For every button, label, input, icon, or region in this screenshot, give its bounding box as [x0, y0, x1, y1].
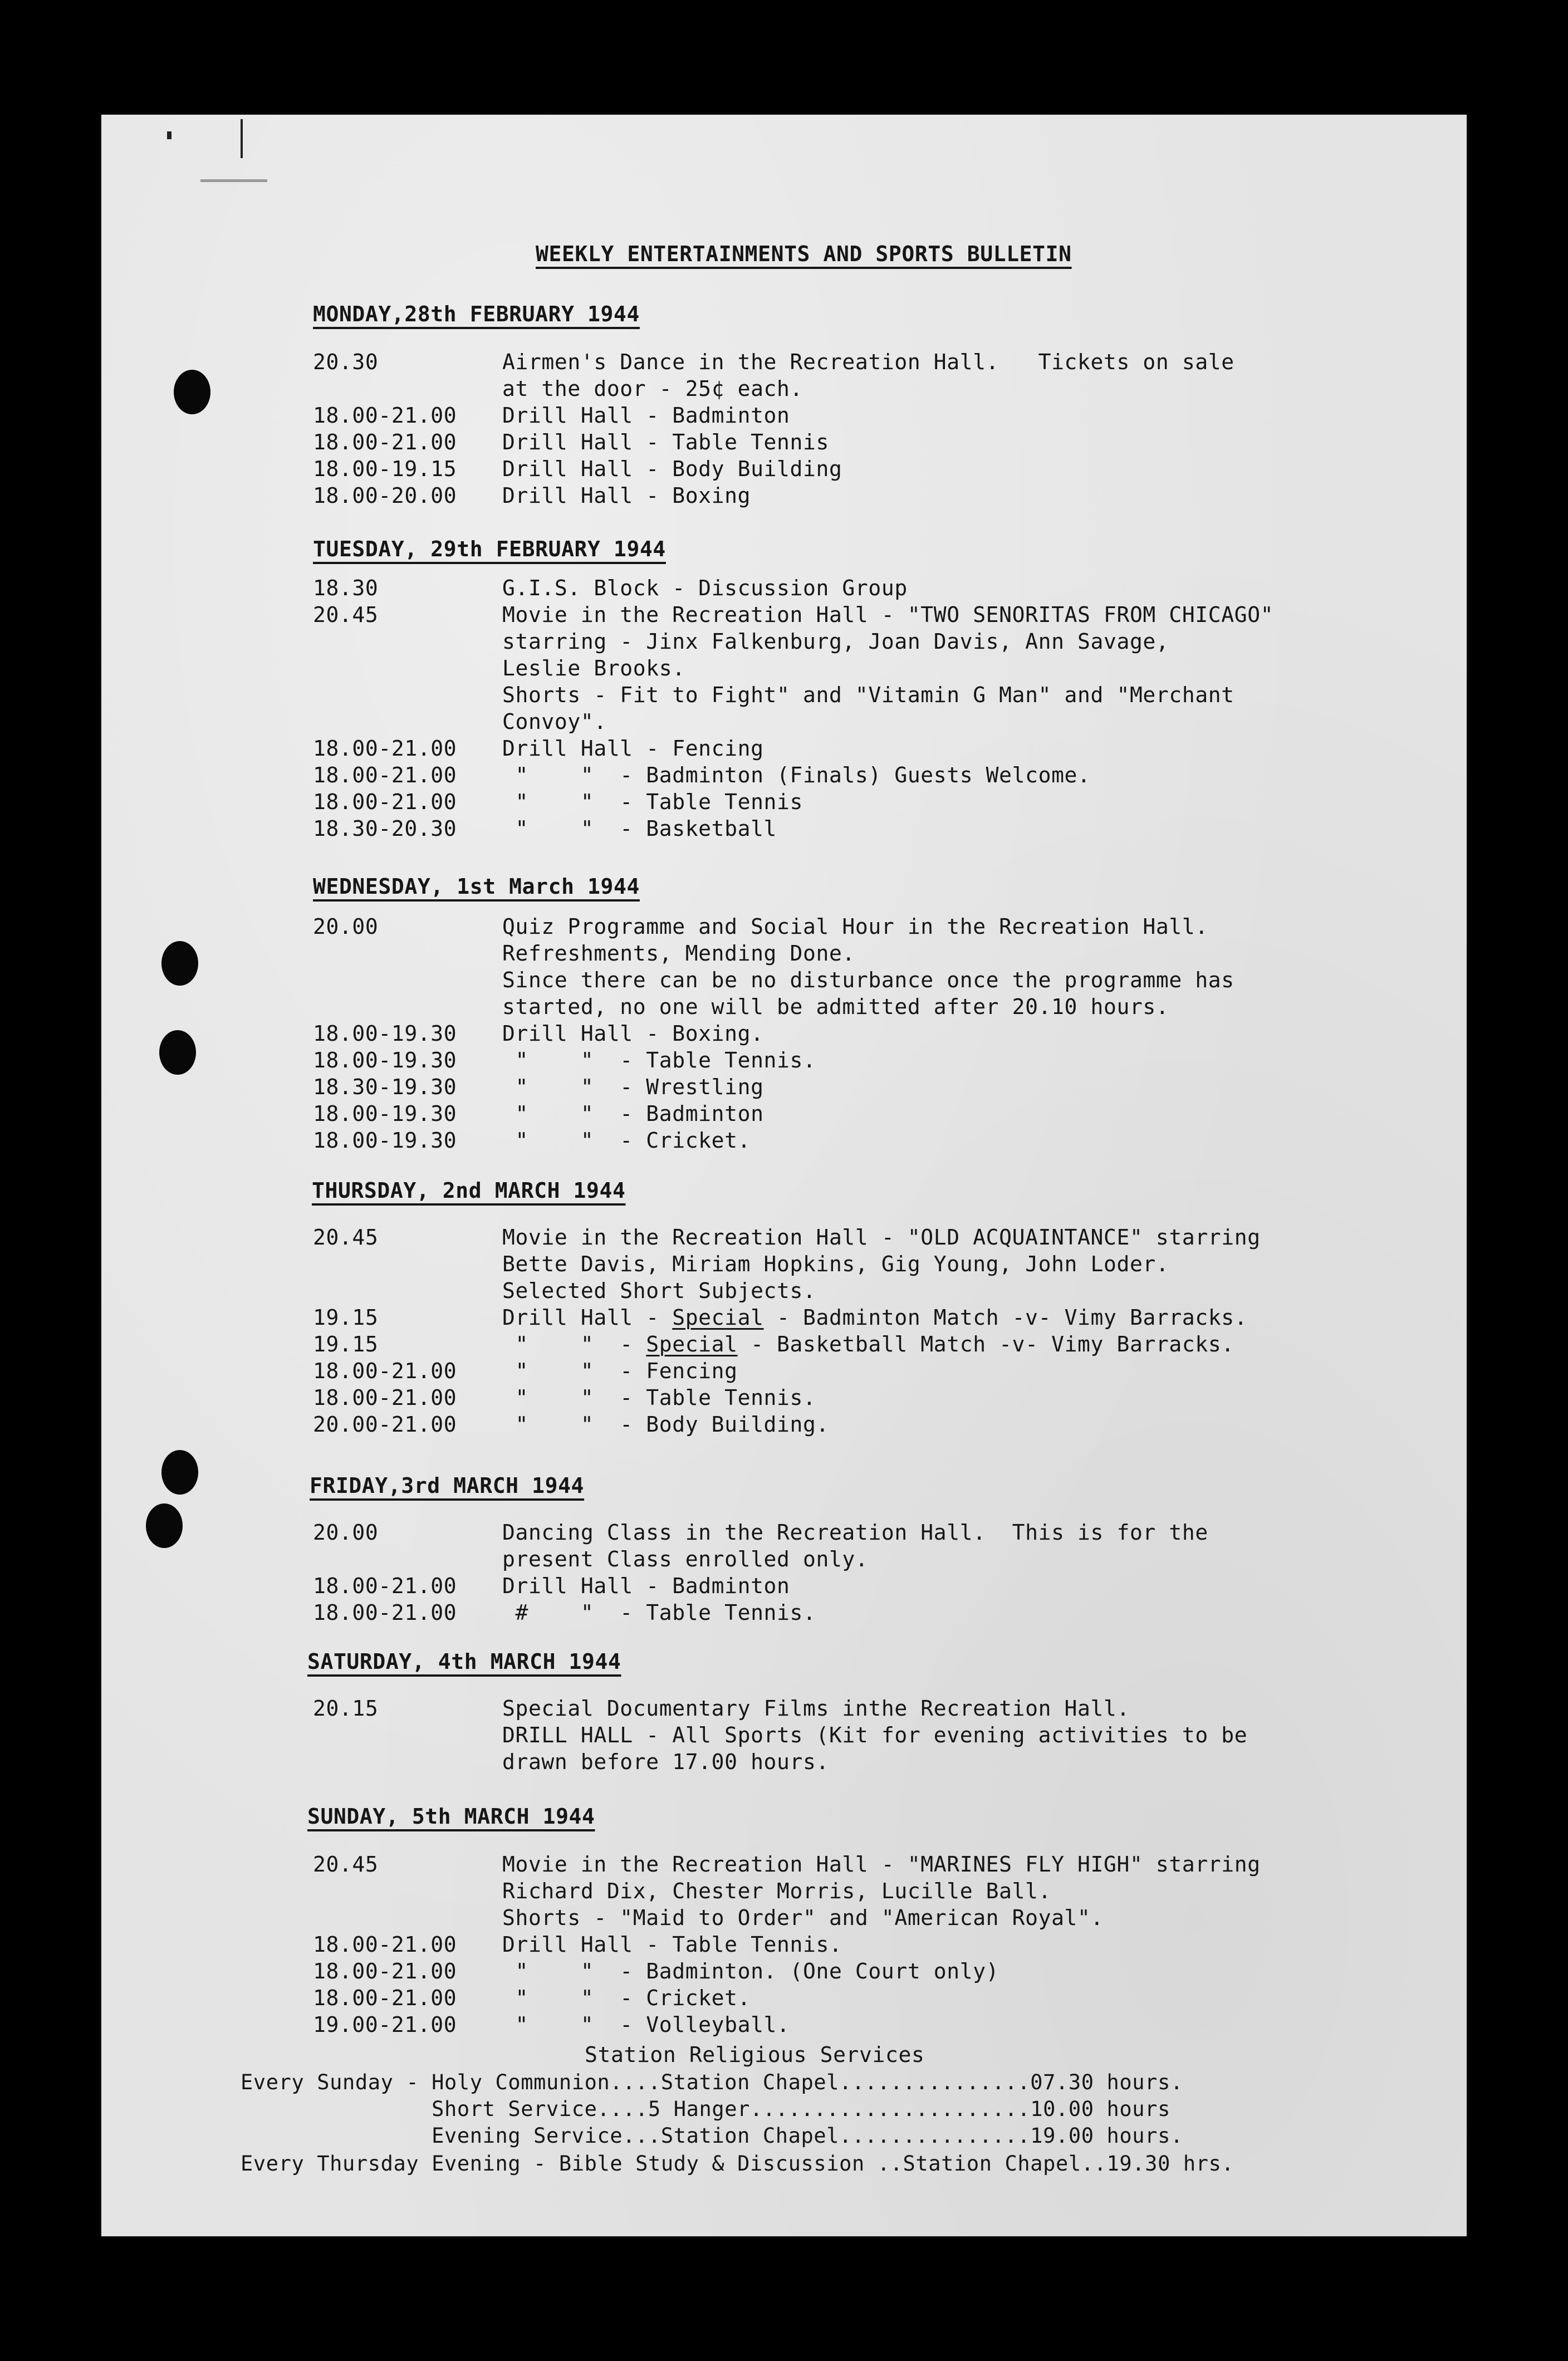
event-text-part: " " - — [502, 1332, 646, 1356]
event-description: Drill Hall - Boxing. — [502, 1021, 764, 1046]
event-description: " " - Table Tennis. — [502, 1385, 816, 1410]
time-cell: 20.30 — [313, 350, 379, 374]
day-heading: FRIDAY,3rd MARCH 1944 — [310, 1473, 585, 1498]
time-cell: 20.45 — [313, 1225, 379, 1250]
event-description: Drill Hall - Table Tennis — [502, 430, 829, 454]
event-description: " " - Table Tennis. — [502, 1048, 816, 1072]
event-description: Leslie Brooks. — [502, 656, 685, 680]
time-cell: 18.00-19.15 — [313, 457, 457, 481]
day-heading: THURSDAY, 2nd MARCH 1944 — [312, 1178, 626, 1203]
time-cell: 18.30-20.30 — [313, 816, 457, 841]
event-text-part: Drill Hall - — [502, 1305, 673, 1330]
event-description: Movie in the Recreation Hall - "MARINES FLY HIGH" starring — [502, 1852, 1261, 1877]
time-cell: 18.30-19.30 — [313, 1075, 457, 1099]
event-description: Movie in the Recreation Hall - "OLD ACQUAINTANCE" starring — [502, 1225, 1261, 1250]
event-description: started, no one will be admitted after 20.10 hours. — [502, 995, 1169, 1019]
event-description: at the door - 25¢ each. — [502, 376, 803, 401]
event-description: Convoy". — [502, 709, 607, 734]
time-cell: 18.00-21.00 — [313, 763, 457, 787]
service-line: Evening Service...Station Chapel...............19.00 hours. — [241, 2124, 1183, 2148]
day-heading: TUESDAY, 29th FEBRUARY 1944 — [313, 537, 666, 561]
event-description: Dancing Class in the Recreation Hall. This is for the — [502, 1520, 1208, 1545]
time-cell: 18.00-19.30 — [313, 1021, 457, 1046]
time-cell: 20.45 — [313, 1852, 379, 1877]
event-description: Quiz Programme and Social Hour in the Recreation Hall. — [502, 914, 1208, 939]
day-heading: SATURDAY, 4th MARCH 1944 — [307, 1649, 621, 1674]
time-cell: 18.00-20.00 — [313, 483, 457, 508]
time-cell: 18.00-21.00 — [313, 736, 457, 761]
time-cell: 20.15 — [313, 1696, 379, 1721]
time-cell: 18.00-21.00 — [313, 430, 457, 454]
time-cell: 18.00-21.00 — [313, 1359, 457, 1383]
special-underlined: Special — [646, 1332, 738, 1356]
event-description: " " - Cricket. — [502, 1986, 751, 2010]
event-description: Drill Hall - Fencing — [502, 736, 764, 761]
event-description: " " - Basketball — [502, 816, 777, 841]
time-cell: 18.00-21.00 — [313, 790, 457, 814]
time-cell: 18.00-21.00 — [313, 1574, 457, 1598]
day-heading: SUNDAY, 5th MARCH 1944 — [307, 1804, 595, 1829]
services-heading: Station Religious Services — [585, 2042, 925, 2067]
event-description: Special Documentary Films inthe Recreation Hall. — [502, 1696, 1130, 1721]
time-cell: 18.00-21.00 — [313, 403, 457, 428]
service-line: Short Service....5 Hanger......................10.00 hours — [241, 2097, 1170, 2121]
service-line: Every Thursday Evening - Bible Study & Discussion ..Station Chapel..19.30 hrs. — [241, 2152, 1234, 2176]
event-description: " " - Wrestling — [502, 1075, 764, 1099]
event-description: " " - Table Tennis — [502, 790, 803, 814]
event-description: starring - Jinx Falkenburg, Joan Davis, Ann Savage, — [502, 629, 1169, 654]
event-description: DRILL HALL - All Sports (Kit for evening activities to be — [502, 1723, 1248, 1747]
event-description: Bette Davis, Miriam Hopkins, Gig Young, John Loder. — [502, 1252, 1169, 1276]
event-description — [502, 1331, 1234, 1358]
time-cell: 18.00-21.00 — [313, 1932, 457, 1957]
event-text-part: - Basketball Match -v- Vimy Barracks. — [737, 1332, 1234, 1356]
event-description: Drill Hall - Table Tennis. — [502, 1932, 842, 1957]
event-description: Drill Hall - Badminton — [502, 403, 790, 428]
event-description: Refreshments, Mending Done. — [502, 941, 855, 966]
time-cell: 20.00-21.00 — [313, 1412, 457, 1437]
event-description: Drill Hall - Badminton — [502, 1574, 790, 1598]
event-description: Since there can be no disturbance once the programme has — [502, 968, 1234, 992]
time-cell: 19.15 — [313, 1332, 379, 1356]
day-heading: WEDNESDAY, 1st March 1944 — [313, 874, 640, 899]
time-cell: 18.30 — [313, 576, 379, 600]
service-line: Every Sunday - Holy Communion....Station Chapel...............07.30 hours. — [241, 2070, 1183, 2094]
time-cell: 18.00-21.00 — [313, 1600, 457, 1625]
event-description — [502, 1304, 1247, 1331]
event-description: Airmen's Dance in the Recreation Hall. Tickets on sale — [502, 350, 1234, 374]
event-description: Movie in the Recreation Hall - "TWO SENORITAS FROM CHICAGO" — [502, 603, 1274, 627]
time-cell: 19.00-21.00 — [313, 2012, 457, 2037]
event-description: " " - Fencing — [502, 1359, 738, 1383]
event-description: Shorts - Fit to Fight" and "Vitamin G Man" and "Merchant — [502, 683, 1234, 707]
event-description: Richard Dix, Chester Morris, Lucille Ball. — [502, 1879, 1052, 1903]
time-cell: 19.15 — [313, 1305, 379, 1330]
time-cell: 20.45 — [313, 603, 379, 627]
time-cell: 20.00 — [313, 914, 379, 939]
event-text-part: - Badminton Match -v- Vimy Barracks. — [763, 1305, 1248, 1330]
day-heading: MONDAY,28th FEBRUARY 1944 — [313, 302, 640, 326]
event-description: Drill Hall - Boxing — [502, 483, 751, 508]
time-cell: 20.00 — [313, 1520, 379, 1545]
time-cell: 18.00-19.30 — [313, 1048, 457, 1072]
event-description: " " - Cricket. — [502, 1128, 751, 1153]
event-description: " " - Badminton — [502, 1101, 764, 1126]
event-description: Shorts - "Maid to Order" and "American Royal". — [502, 1906, 1104, 1930]
event-description: present Class enrolled only. — [502, 1547, 869, 1571]
time-cell: 18.00-21.00 — [313, 1986, 457, 2010]
time-cell: 18.00-21.00 — [313, 1959, 457, 1983]
bulletin-title: WEEKLY ENTERTAINMENTS AND SPORTS BULLETIN — [536, 242, 1072, 266]
event-description: G.I.S. Block - Discussion Group — [502, 576, 908, 600]
time-cell: 18.00-21.00 — [313, 1385, 457, 1410]
event-description: Drill Hall - Body Building — [502, 457, 842, 481]
event-description: " " - Volleyball. — [502, 2012, 790, 2037]
event-description: drawn before 17.00 hours. — [502, 1750, 829, 1774]
special-underlined: Special — [672, 1305, 764, 1330]
event-description: Selected Short Subjects. — [502, 1279, 816, 1303]
time-cell: 18.00-19.30 — [313, 1101, 457, 1126]
time-cell: 18.00-19.30 — [313, 1128, 457, 1153]
event-description: # " - Table Tennis. — [502, 1600, 816, 1625]
event-description: " " - Badminton. (One Court only) — [502, 1959, 999, 1983]
event-description: " " - Badminton (Finals) Guests Welcome. — [502, 763, 1091, 787]
event-description: " " - Body Building. — [502, 1412, 829, 1437]
